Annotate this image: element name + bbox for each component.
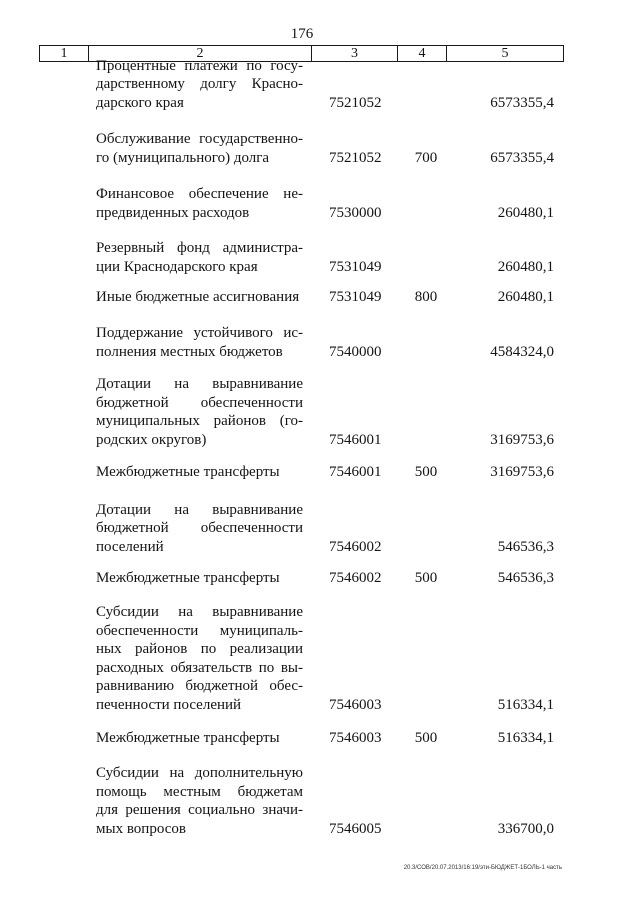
description-line: Дотации на выравнивание [96,376,303,392]
budget-row [0,461,640,481]
description-line: для решения социально значи- [96,802,303,818]
description-line: равниванию бюджетной обес- [96,678,303,694]
row-description [96,764,303,838]
row-expense-type: 700 [414,149,438,166]
row-description [96,729,303,748]
row-description [96,569,303,588]
row-description [96,185,303,222]
row-target-code: 7531049 [329,258,382,275]
footer-note: 20.3/СОВ/20.07.2013/16:19/эти-БЮДЖЕТ-1БОЛЬ-1 часть [403,865,562,871]
row-amount: 260480,1 [497,204,554,221]
description-line: мых вопросов [96,820,186,837]
budget-row [0,286,640,306]
description-line: муниципальных районов (го- [96,413,303,429]
row-expense-type: 500 [414,729,438,746]
description-line: Субсидии на дополнительную [96,765,303,781]
row-description [96,57,303,113]
description-line: Резервный фонд администра- [96,240,303,256]
row-amount: 3169753,6 [490,431,554,448]
budget-row [0,131,640,167]
description-line: Поддержание устойчивого ис- [96,325,303,341]
row-amount: 546536,3 [497,569,554,586]
row-description [96,324,303,361]
description-line: Иные бюджетные ассигнования [96,288,300,305]
budget-row [0,186,640,222]
budget-row [0,765,640,838]
description-line: полнения местных бюджетов [96,343,283,360]
description-line: ных районов по реализации [96,641,303,657]
budget-row [0,376,640,449]
row-description [96,501,303,557]
page-number: 176 [290,26,314,42]
description-line: расходных обязательств по вы- [96,659,303,676]
row-target-code: 7546003 [329,729,382,746]
column-header-4: 4 [398,46,447,62]
description-line: дарственному долгу Красно- [96,76,303,92]
row-target-code: 7530000 [329,204,382,221]
description-line: ции Краснодарского края [96,258,258,275]
description-line: предвиденных расходов [96,204,250,221]
budget-row [0,240,640,276]
row-target-code: 7546005 [329,820,382,837]
row-expense-type: 800 [414,288,438,305]
row-description [96,375,303,449]
column-header-5: 5 [447,46,564,62]
budget-row [0,567,640,587]
row-target-code: 7531049 [329,288,382,305]
description-line: родских округов) [96,431,207,448]
description-line: Процентные платежи по госу- [96,57,303,74]
description-line: Межбюджетные трансферты [96,569,280,586]
row-target-code: 7546003 [329,696,382,713]
row-amount: 3169753,6 [490,463,554,480]
row-target-code: 7546002 [329,569,382,586]
description-line: обеспеченности муниципаль- [96,622,303,639]
row-amount: 4584324,0 [490,343,554,360]
row-target-code: 7521052 [329,149,382,166]
description-line: дарского края [96,94,184,111]
column-header-2: 2 [89,46,312,62]
description-line: Дотации на выравнивание [96,501,303,518]
budget-row [0,604,640,714]
row-amount: 260480,1 [497,288,554,305]
description-line: Обслуживание государственно- [96,131,303,147]
description-line: Межбюджетные трансферты [96,729,280,746]
budget-row [0,501,640,556]
description-line: бюджетной обеспеченности [96,520,303,536]
row-target-code: 7546001 [329,431,382,448]
row-target-code: 7546002 [329,538,382,555]
row-amount: 6573355,4 [490,94,554,111]
row-expense-type: 500 [414,463,438,480]
budget-row [0,325,640,361]
row-target-code: 7521052 [329,94,382,111]
description-line: поселений [96,538,164,555]
column-header-3: 3 [312,46,398,62]
row-description [96,130,303,167]
row-description [96,603,303,714]
budget-row [0,57,640,112]
description-line: го (муниципального) долга [96,149,270,166]
row-amount: 6573355,4 [490,149,554,166]
row-amount: 260480,1 [497,258,554,275]
row-target-code: 7540000 [329,343,382,360]
row-amount: 336700,0 [497,820,554,837]
row-amount: 546536,3 [497,538,554,555]
description-line: Финансовое обеспечение не- [96,186,303,202]
description-line: бюджетной обеспеченности [96,394,303,411]
description-line: помощь местным бюджетам [96,783,303,800]
row-description [96,239,303,276]
description-line: Субсидии на выравнивание [96,604,303,620]
row-amount: 516334,1 [497,729,554,746]
description-line: Межбюджетные трансферты [96,463,280,480]
description-line: печенности поселений [96,696,242,713]
row-amount: 516334,1 [497,696,554,713]
row-expense-type: 500 [414,569,438,586]
row-target-code: 7546001 [329,463,382,480]
budget-row [0,727,640,747]
row-description [96,288,303,307]
row-description [96,463,303,482]
column-header-1: 1 [40,46,89,62]
